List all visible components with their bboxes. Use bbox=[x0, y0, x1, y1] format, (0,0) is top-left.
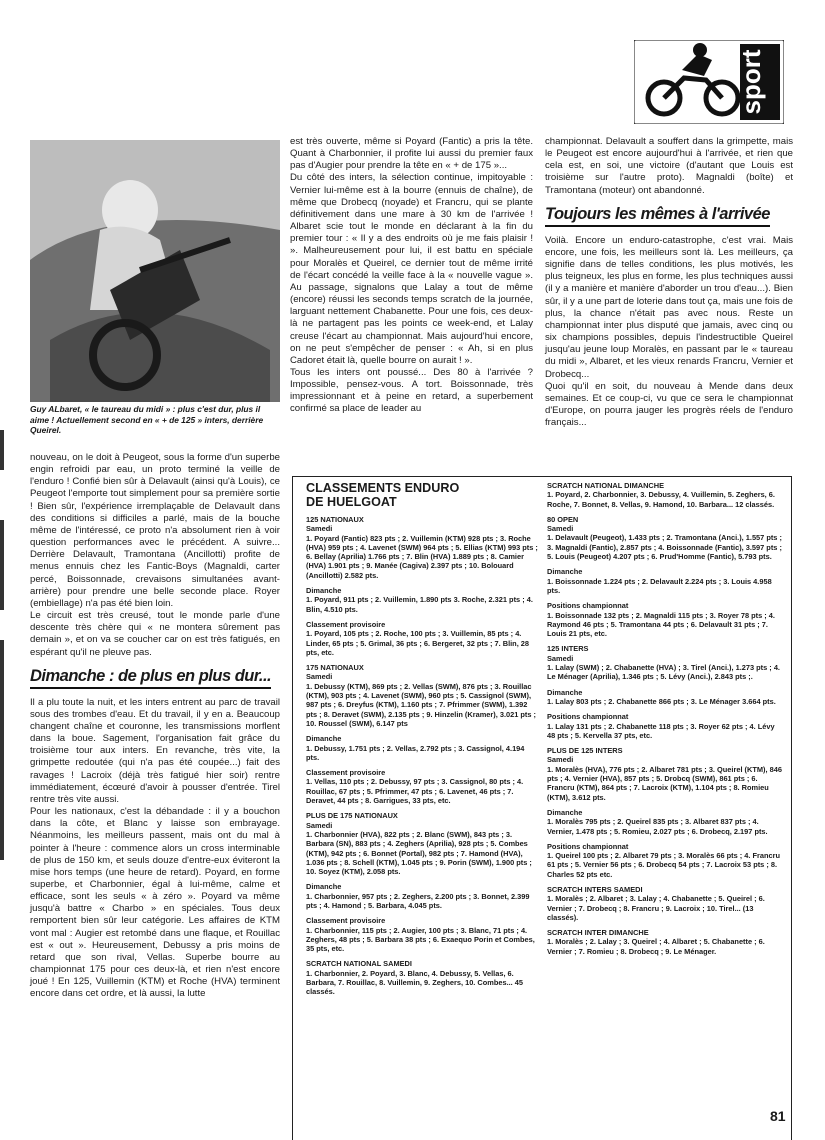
page-edge-mark bbox=[0, 520, 4, 610]
result-subheading: Samedi bbox=[306, 524, 333, 534]
result-block bbox=[547, 885, 783, 922]
result-block bbox=[306, 959, 538, 996]
paragraph: Le circuit est très creusé, tout le monde parle d'une descente très chère qui « ne montera sûrement pas demain », et on va se coucher car on est très fatigués, en espérant qu'il ne pleuve pas. bbox=[30, 610, 280, 658]
paragraph: Il a plu toute la nuit, et les inters entrent au parc de travail sous des trombes d'eau. Et du travail, il y en a. Beaucoup changent chaîne et couronne, les transmissions morflent dans la boue. Sagement, l'organisation fait grâce du troisième tour aux inters. En revanche, très vite, la grimpette redoutée (qui n'a pas été coupée...) fait des ravages ! Lacroix (déjà très fatigué hier soir) rentre immédiatement, écœuré d'avoir à pousser d'entrée. Tirel rentre très vite aussi. bbox=[30, 696, 280, 805]
result-block bbox=[306, 811, 538, 876]
result-subheading: Classement provisoire bbox=[306, 768, 386, 778]
result-text: 1. Charbonnier, 115 pts ; 2. Augier, 100 pts ; 3. Blanc, 71 pts ; 4. Zeghers, 48 pts ; 5. Barbara 38 pts ; 6. Exaequo Porin et Combes, 35 pts, etc. bbox=[306, 925, 535, 954]
result-block bbox=[547, 746, 783, 802]
result-block bbox=[306, 586, 538, 614]
result-text: 1. Moralès 795 pts ; 2. Queirel 835 pts ; 3. Albaret 837 pts ; 4. Vernier, 1.478 pts ; 5. Romieu, 2.027 pts ; 6. Drobecq, 2.197 pts. bbox=[547, 817, 768, 836]
result-subheading: Samedi bbox=[547, 653, 574, 663]
result-block bbox=[306, 768, 538, 805]
page-edge-mark bbox=[0, 640, 4, 860]
result-subheading: Samedi bbox=[547, 755, 574, 765]
result-text: 1. Lalay 131 pts ; 2. Chabanette 118 pts ; 3. Royer 62 pts ; 4. Lévy 48 pts ; 5. Kervella 37 pts, etc. bbox=[547, 721, 775, 740]
result-block bbox=[547, 515, 783, 561]
result-text: 1. Boissonnade 132 pts ; 2. Magnaldi 115 pts ; 3. Royer 78 pts ; 4. Raymond 46 pts ; 5. Tramontana 44 pts ; 6. Delavault 31 pts ; 7. Louis 21 pts, etc. bbox=[547, 610, 775, 639]
result-block bbox=[306, 515, 538, 580]
paragraph: championnat. Delavault a souffert dans la grimpette, mais le Peugeot est encore aujourd'hui à l'arrivée, et rien que cela est, en soi, une victoire (d'autant que Louis est troisième sur l'autre proto). Magnaldi (boîte) et Tramontana (moteur) ont abandonné. bbox=[545, 136, 793, 196]
result-text: 1. Charbonnier, 957 pts ; 2. Zeghers, 2.200 pts ; 3. Bonnet, 2.399 pts ; 4. Hamond ; 5. Barbara, 4.045 pts. bbox=[306, 891, 530, 910]
results-right-list bbox=[547, 481, 783, 956]
result-text: 1. Debussy (KTM), 869 pts ; 2. Vellas (SWM), 876 pts ; 3. Rouillac (KTM), 903 pts ; 4. Lavenet (SWM), 960 pts ; 5. Cassignol (SWM), 987 pts ; 6. Dreyfus (KTM), 1.160 pts ; 7. Pfrimmer (SWM), 1.392 pts ; 8. Deravet (SWM), 2.135 pts ; 9. Hinzelin (Kramer), 3.021 pts ; 10. Roussel (SWM), 6.147 pts bbox=[306, 681, 536, 728]
result-block bbox=[547, 808, 783, 836]
result-text: 1. Charbonnier (HVA), 822 pts ; 2. Blanc (SWM), 843 pts ; 3. Barbara (SN), 883 pts ; 4. Zeghers (Aprilia), 928 pts ; 5. Combes (KTM), 942 pts ; 6. Bonnet (Portal), 982 pts ; 7. Hamond (HVA), 1.036 pts ; 8. Schell (KTM), 1.045 pts ; 9. Porin (SWM), 1.900 pts ; 10. Soyez (KTM), 2.058 pts. bbox=[306, 829, 532, 877]
result-text: 1. Poyard, 911 pts ; 2. Vuillemin, 1.890 pts 3. Roche, 2.321 pts ; 4. Blin, 4.510 pts. bbox=[306, 595, 533, 614]
result-text: 1. Boissonnade 1.224 pts ; 2. Delavault 2.224 pts ; 3. Louis 4.958 pts. bbox=[547, 576, 772, 595]
result-text: 1. Lalay (SWM) ; 2. Chabanette (HVA) ; 3. Tirel (Anci.), 1.273 pts ; 4. Le Ménager (Aprilia), 1.346 pts ; 5. Lévy (Anci.), 2.843 pts ;. bbox=[547, 663, 780, 682]
result-category: PLUS DE 125 INTERS bbox=[547, 746, 623, 756]
result-text: 1. Moralès ; 2. Albaret ; 3. Lalay ; 4. Chabanette ; 5. Queirel ; 6. Vernier ; 7. Drobecq ; 8. Francru ; 9. Lacroix ; 10. Tirel... (13 classés). bbox=[547, 894, 765, 922]
sport-logo bbox=[634, 40, 784, 124]
result-subheading: Samedi bbox=[547, 524, 574, 534]
paragraph: nouveau, on le doit à Peugeot, sous la forme d'un superbe engin refroidi par eau, un proto terminé la veille de l'enduro ! Confié bien sûr à Delavault (ainsi qu'à Louis), ce Peugeot l'emporte tout simplement pour sa première sortie ! Bien sûr, l'expérience irremplaçable de Delavault dans des conditions si difficiles a parlé, mais de la bouche même de l'intéressé, ce proto n'a absolument rien à voir question performances avec le précédent. A suivre... Derrière Delavault, Tramontana (Ancillotti) profite de menus ennuis chez les Fantic-Boys (Magnaldi, carter percé, Boissonnade, crevaisons simultanées avant-arrière) pour prendre une belle seconde place. Royer (embiellage) n'a pas été bien loin. bbox=[30, 452, 280, 609]
result-category: SCRATCH INTERS SAMEDI bbox=[547, 884, 643, 894]
result-block bbox=[306, 916, 538, 953]
result-subheading: Classement provisoire bbox=[306, 619, 386, 629]
result-subheading: Dimanche bbox=[306, 586, 342, 596]
result-subheading: Samedi bbox=[306, 672, 333, 682]
result-block bbox=[306, 620, 538, 657]
photo-caption: Guy ALbaret, « le taureau du midi » : plus c'est dur, plus il aime ! Actuellement second en « + de 125 » inters, derrière Queirel. bbox=[30, 404, 264, 435]
results-column-left bbox=[306, 481, 538, 1003]
page-edge-mark bbox=[0, 430, 4, 470]
paragraph: Tous les inters ont poussé... Des 80 à l'arrivée ? Impossible, pensez-vous. A tort. Boissonnade, très impressionnant et à peine en retard, a superbement confirmé sa place de leader au bbox=[290, 366, 533, 415]
result-category: 175 NATIONAUX bbox=[306, 663, 364, 673]
result-block bbox=[547, 928, 783, 956]
result-text: 1. Poyard (Fantic) 823 pts ; 2. Vuillemin (KTM) 928 pts ; 3. Roche (HVA) 959 pts ; 4. Lavenet (SWM) 964 pts ; 5. Ellias (KTM) 993 pts ; 6. Bellay (Aprilia) 1.766 pts ; 7. Blin (HVA) 1.889 pts ; 8. Camier (HVA) 1.901 pts ; 9. Manée (Cagiva) 2.397 pts ; 10. Bolouard (Ancillotti) 2.582 pts. bbox=[306, 533, 538, 580]
article-column-3 bbox=[545, 136, 793, 429]
result-category: SCRATCH INTER DIMANCHE bbox=[547, 928, 649, 938]
result-text: 1. Moralès ; 2. Lalay ; 3. Queirel ; 4. Albaret ; 5. Chabanette ; 6. Vernier ; 7. Romieu ; 8. Drobecq ; 9. Le Ménager. bbox=[547, 937, 765, 956]
section-heading: Dimanche : de plus en plus dur... bbox=[30, 666, 271, 689]
result-subheading: Dimanche bbox=[306, 882, 342, 892]
logo-word: sport bbox=[736, 49, 766, 115]
result-text: 1. Poyard, 2. Charbonnier, 3. Debussy, 4. Vuillemin, 5. Zeghers, 6. Roche, 7. Bonnet, 8. Vellas, 9. Hamond, 10. Barbara... 12 classés. bbox=[547, 490, 775, 509]
result-block bbox=[306, 882, 538, 910]
result-subheading: Classement provisoire bbox=[306, 916, 386, 926]
result-category: 125 INTERS bbox=[547, 644, 589, 654]
rider-photo bbox=[30, 140, 280, 402]
result-subheading: Positions championnat bbox=[547, 841, 629, 851]
results-title-location: DE HUELGOAT bbox=[306, 495, 397, 509]
result-text: 1. Moralès (HVA), 776 pts ; 2. Albaret 781 pts ; 3. Queirel (KTM), 846 pts ; 4. Vernier (HVA), 857 pts ; 5. Drobcq (SWM), 861 pts ; 6. Francru (KTM), 864 pts ; 7. Lacroix (KTM), 1.104 pts ; 8. Romieu (KTM), 3.612 pts. bbox=[547, 764, 782, 802]
paragraph: Voilà. Encore un enduro-catastrophe, c'est vrai. Mais encore, une fois, les meilleurs sont là. Les meilleurs, ça signifie dans de telles conditions, les plus motivés, les plus teigneux, les plus en forme, les plus techniques aussi (il y a manière et manière d'aborder un trou d'eau...). Bien sûr, il y a une part de loterie dans tout ça, mais une fois de plus, la chance n'était pas avec nous. Reste un championnat inter plus disputé que jamais, avec cinq ou six champions possibles, depuis l'indestructible Queirel jusqu'au jeune loup Moralès, en passant par le « taureau du midi », Albaret, et les vieux renards Francru, Vernier et Drobecq... bbox=[545, 234, 793, 380]
result-subheading: Dimanche bbox=[547, 567, 583, 577]
result-block bbox=[306, 734, 538, 762]
result-subheading: Dimanche bbox=[547, 807, 583, 817]
result-subheading: Dimanche bbox=[547, 687, 583, 697]
page-number: 81 bbox=[770, 1108, 786, 1124]
result-text: 1. Debussy, 1.751 pts ; 2. Vellas, 2.792 pts ; 3. Cassignol, 4.194 pts. bbox=[306, 743, 525, 762]
results-left-list bbox=[306, 515, 538, 997]
result-category: 125 NATIONAUX bbox=[306, 515, 364, 524]
results-column-right bbox=[547, 481, 783, 962]
paragraph: Pour les nationaux, c'est la débandade : il y a bouchon dans la côte, et Blanc y laisse son embrayage. Néanmoins, les meilleurs passent, mais ont du mal à pointer à l'heure : commence alors un cross interminable de plus de 150 km, et seuls douze d'entre-eux éviteront la mise hors temps (une heure de retard). Poyard, en forme superbe, et Charbonnier, égal à lui-même, calme et efficace, sont les seuls « à zéro ». Poyard va même jusqu'à battre « Charbo » en spéciales. Tous deux remportent bien sûr leur catégorie. Les affaires de KTM vont mal : Augier est retombé dans une flaque, et Rouillac est « out ». Heureusement, Debussy a pris moins de retard que son rival, Vellas. Superbe bourre au championnat 175 pour ces deux-là, et rien n'est encore joué ! En 125, Vuillemin (KTM) et Roche (HVA) terminent encore dans cet ordre, et là aussi, la lutte bbox=[30, 806, 280, 1000]
result-category: 80 OPEN bbox=[547, 514, 579, 524]
result-block bbox=[547, 481, 783, 509]
result-subheading: Dimanche bbox=[306, 734, 342, 744]
result-category: PLUS DE 175 NATIONAUX bbox=[306, 811, 398, 821]
section-heading: Toujours les mêmes à l'arrivée bbox=[545, 204, 770, 227]
article-column-2 bbox=[290, 136, 533, 416]
result-text: 1. Vellas, 110 pts ; 2. Debussy, 97 pts ; 3. Cassignol, 80 pts ; 4. Rouillac, 67 pts ; 5. Pfrimmer, 47 pts ; 6. Lavenet, 46 pts ; 7. Deravet, 44 pts ; 8. Garrigues, 33 pts, etc. bbox=[306, 777, 524, 806]
result-block bbox=[547, 842, 783, 879]
result-text: 1. Poyard, 105 pts ; 2. Roche, 100 pts ; 3. Vuillemin, 85 pts ; 4. Linder, 65 pts ; 5. Grimal, 36 pts ; 6. Bergeret, 32 pts ; 7. Blin, 28 pts, etc. bbox=[306, 629, 530, 657]
result-category: SCRATCH NATIONAL SAMEDI bbox=[306, 959, 412, 969]
paragraph: Quoi qu'il en soit, du nouveau à Mende dans deux semaines. Et ce coup-ci, vu que ce sera le championnat d'Europe, on pourra jauger les progrès réels de l'enduro français... bbox=[545, 380, 793, 429]
result-block bbox=[547, 688, 783, 707]
result-block bbox=[547, 567, 783, 595]
result-block bbox=[306, 663, 538, 728]
paragraph: est très ouverte, même si Poyard (Fantic) a pris la tête. Quant à Charbonnier, il profite lui aussi du premier faux pas d'Augier pour prendre la tête en « + de 175 »... bbox=[290, 136, 533, 172]
paragraph: Du côté des inters, la sélection continue, impitoyable : Vernier lui-même est à la bourre (ennuis de chaîne), de même que Drobecq (noyade) et Francru, qui se plante définitivement dans une mare à 30 km de l'arrivée ! Albaret scie tout le monde en déclarant à la fin du premier tour : « Il y a des endroits où je me fais plaisir ! ». Malheureusement pour lui, il est battu en spéciale pour Moralès et Queirel, ce dernier tout de même irrité de l'écart concédé la veille face à la « nouvelle vague ». Au passage, signalons que Lalay a tout de même (encore) réussi les seconds temps scratch de la journée, larguant nettement Chabanette. Pour une fois, ces deux-là ne partagent pas les points ce week-end, et Lalay creuse l'écart au championnat. Mais aujourd'hui encore, on ne peut s'empêcher de penser : « Ah, si en plus Cadoret était là, quelle bourre on aurait ! ». bbox=[290, 172, 533, 366]
result-text: 1. Lalay 803 pts ; 2. Chabanette 866 pts ; 3. Le Ménager 3.664 pts. bbox=[547, 696, 776, 706]
article-column-1 bbox=[30, 452, 280, 1001]
result-text: 1. Charbonnier, 2. Poyard, 3. Blanc, 4. Debussy, 5. Vellas, 6. Barbara, 7. Rouillac, 8. Vuillemin, 9. Zeghers, 10. Combes... 45 classés. bbox=[306, 968, 524, 997]
result-subheading: Samedi bbox=[306, 820, 333, 830]
result-block bbox=[547, 644, 783, 681]
result-text: 1. Queirel 100 pts ; 2. Albaret 79 pts ; 3. Moralès 66 pts ; 4. Francru 61 pts ; 5. Vernier 56 pts ; 6. Drobecq 54 pts ; 7. Lacroix 53 pts ; 8. Charles 52 pts etc. bbox=[547, 851, 781, 879]
result-block bbox=[547, 601, 783, 638]
result-text: 1. Delavault (Peugeot), 1.433 pts ; 2. Tramontana (Anci.), 1.557 pts ; 3. Magnaldi (Fantic), 2.857 pts ; 4. Boissonnade (Fantic), 3.597 pts ; 5. Louis (Peugeot) 4.207 pts ; 6. Prud'Homme (Fantic), 5.793 pts. bbox=[547, 533, 782, 562]
results-title: CLASSEMENTS ENDURO bbox=[306, 481, 460, 495]
result-category: SCRATCH NATIONAL DIMANCHE bbox=[547, 481, 665, 490]
result-block bbox=[547, 712, 783, 740]
result-subheading: Positions championnat bbox=[547, 712, 629, 722]
result-subheading: Positions championnat bbox=[547, 601, 629, 611]
